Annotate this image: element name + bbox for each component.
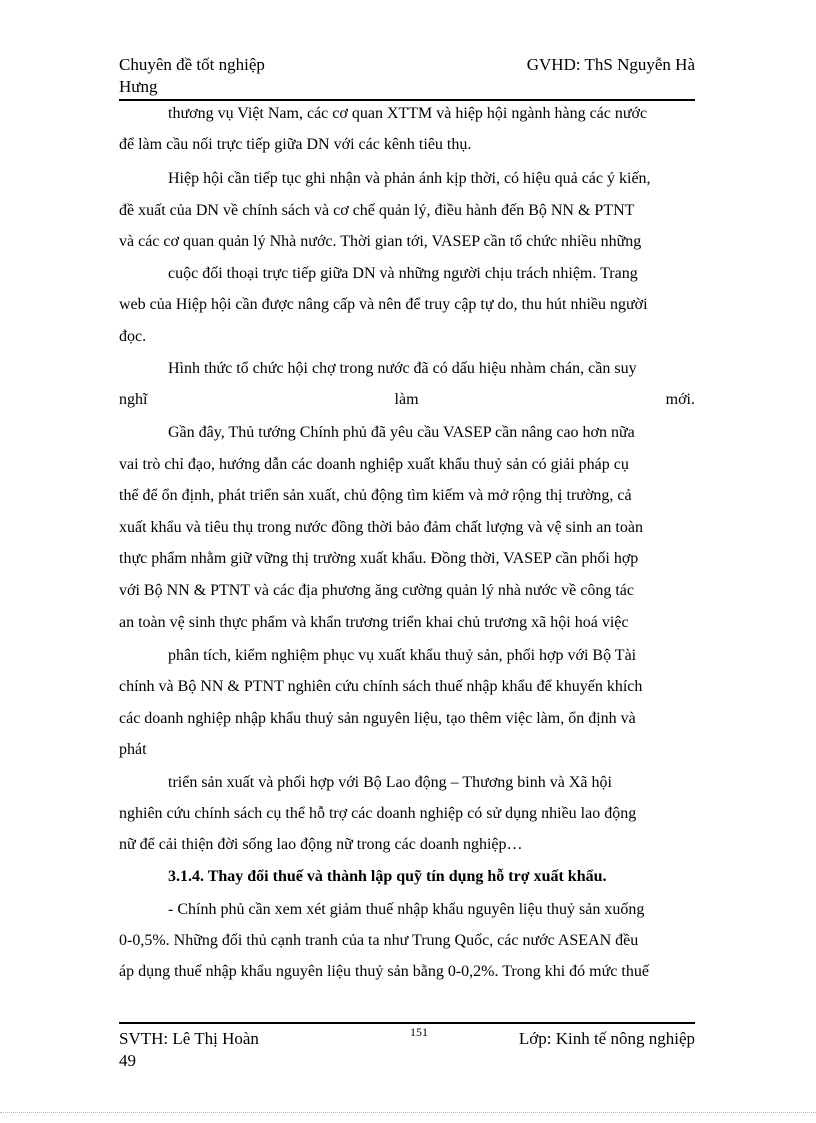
header-course-title-continued: Hưng [119, 77, 158, 96]
body-line: 0-0,5%. Những đối thủ cạnh tranh của ta như Trung Quốc, các nước ASEAN đều [119, 932, 639, 949]
body-line: chính và Bộ NN & PTNT nghiên cứu chính sách thuế nhập khẩu để khuyến khích [119, 678, 643, 695]
footer-class: Lớp: Kinh tế nông nghiệp [518, 1029, 695, 1048]
page-bottom-border [0, 1112, 816, 1113]
body-line: nữ để cải thiện đời sống lao động nữ trong các doanh nghiệp… [119, 836, 523, 853]
header-advisor: GVHD: ThS Nguyễn Hà [526, 55, 695, 74]
body-line: đọc. [119, 328, 147, 345]
body-line: Gần đây, Thủ tướng Chính phủ đã yêu cầu VASEP cần nâng cao hơn nữa [168, 424, 635, 441]
footer-student-continued: 49 [119, 1051, 136, 1070]
body-line: thể để ổn định, phát triển sản xuất, chủ động tìm kiếm và mở rộng thị trường, cả [119, 487, 632, 504]
body-line: web của Hiệp hội cần được nâng cấp và nên để truy cập tự do, thu hút nhiều người [119, 296, 648, 313]
body-line: các doanh nghiệp nhập khẩu thuỷ sản nguyên liệu, tạo thêm việc làm, ổn định và [119, 710, 636, 727]
body-line: xuất khẩu và tiêu thụ trong nước đồng thời bảo đảm chất lượng và vệ sinh an toàn [119, 519, 643, 536]
header-course-title: Chuyên đề tốt nghiệp [119, 55, 265, 74]
body-line: vai trò chỉ đạo, hướng dẫn các doanh nghiệp xuất khẩu thuỷ sản có giải pháp cụ [119, 456, 629, 473]
body-line: triển sản xuất và phối hợp với Bộ Lao động – Thương binh và Xã hội [168, 774, 612, 791]
body-line: an toàn vệ sinh thực phẩm và khẩn trương triển khai chủ trương xã hội hoá việc [119, 614, 629, 631]
body-line: với Bộ NN & PTNT và các địa phương ăng cường quản lý nhà nước về công tác [119, 582, 634, 599]
body-line: thực phẩm nhằm giữ vững thị trường xuất khẩu. Đồng thời, VASEP cần phối hợp [119, 550, 639, 567]
body-line: và các cơ quan quản lý Nhà nước. Thời gian tới, VASEP cần tổ chức nhiều những [119, 233, 642, 250]
body-line: Hiệp hội cần tiếp tục ghi nhận và phản ánh kịp thời, có hiệu quả các ý kiến, [168, 170, 651, 187]
body-line: đề xuất của DN về chính sách và cơ chế quản lý, điều hành đến Bộ NN & PTNT [119, 202, 635, 219]
body-line: nghĩ làm mới. [119, 391, 695, 408]
body-line: Hình thức tổ chức hội chợ trong nước đã có dấu hiệu nhàm chán, cần suy [168, 360, 637, 377]
footer-rule [119, 1022, 695, 1024]
body-line: áp dụng thuế nhập khẩu nguyên liệu thuỷ sản bằng 0-0,2%. Trong khi đó mức thuế [119, 963, 649, 980]
body-line: cuộc đối thoại trực tiếp giữa DN và những người chịu trách nhiệm. Trang [168, 265, 638, 282]
body-line: thương vụ Việt Nam, các cơ quan XTTM và hiệp hội ngành hàng các nước [168, 105, 648, 122]
section-heading: 3.1.4. Thay đổi thuế và thành lập quỹ tín dụng hỗ trợ xuất khẩu. [168, 868, 607, 885]
page-number: 151 [410, 1025, 428, 1039]
body-line: - Chính phủ cần xem xét giảm thuế nhập khẩu nguyên liệu thuỷ sản xuống [168, 901, 645, 918]
body-line: nghiên cứu chính sách cụ thể hỗ trợ các doanh nghiệp có sử dụng nhiều lao động [119, 805, 637, 822]
body-line: phát [119, 741, 147, 758]
body-line: phân tích, kiểm nghiệm phục vụ xuất khẩu thuỷ sản, phối hợp với Bộ Tài [168, 647, 637, 664]
body-line: để làm cầu nối trực tiếp giữa DN với các kênh tiêu thụ. [119, 136, 472, 153]
header-rule [119, 99, 695, 101]
footer-student: SVTH: Lê Thị Hoàn [119, 1029, 259, 1048]
